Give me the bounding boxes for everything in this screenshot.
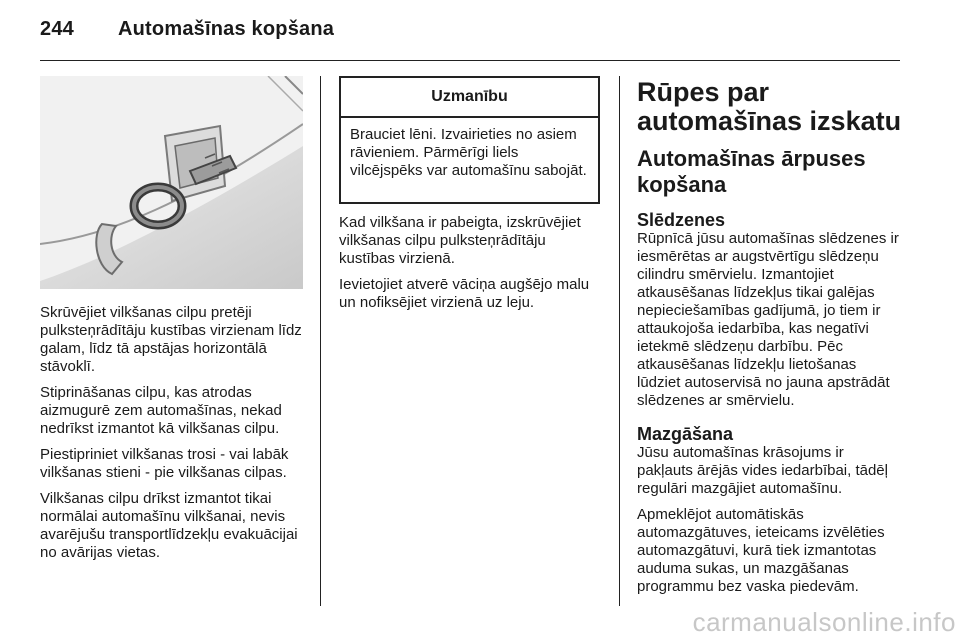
paragraph: Piestipriniet vilkšanas trosi - vai labāk vilkšanas stieni - pie vilkšanas cilpas. [40, 446, 289, 481]
paragraph: Stiprināšanas cilpu, kas atrodas aizmugurē zem automašīnas, nekad nedrīkst izmantot kā vilkšanas cilpu. [40, 384, 282, 437]
column-divider [619, 76, 620, 606]
right-column [637, 78, 903, 604]
column-divider [320, 76, 321, 606]
paragraph: Jūsu automašīnas krāsojums ir pakļauts ārējās vides iedarbībai, tādēļ regulāri mazgājiet automašīnu. [637, 444, 888, 497]
caution-title: Uzmanību [341, 78, 598, 118]
paragraph: Vilkšanas cilpu drīkst izmantot tikai normālai automašīnu vilkšanai, nevis avarējušu transportlīdzekļu evakuācijai no avārijas vietas. [40, 490, 298, 561]
washing-heading: Mazgāšana [637, 424, 734, 444]
paragraph: Skrūvējiet vilkšanas cilpu pretēji pulksteņrādītāju kustības virzienam līdz galam, līdz tā apstājas horizontālā stāvoklī. [40, 304, 302, 375]
tow-eye-illustration [40, 76, 303, 289]
left-column [40, 304, 308, 570]
header-rule [40, 60, 900, 61]
page-title: Automašīnas kopšana [118, 18, 335, 40]
section-heading: Rūpes par automašīnas izskatu [637, 77, 902, 136]
watermark: carmanualsonline.info [692, 607, 956, 637]
paragraph: Rūpnīcā jūsu automašīnas slēdzenes ir iesmērētas ar augstvērtīgu slēdzeņu cilindru smērvielu. Izmantojiet atkausēšanas līdzekļus tikai galējas nepieciešamības gadījumā, jo tiem ir attaukojoša iedarbība, kas negatīvi ietekmē slēdzeņu darbību. Pēc atkausēšanas līdzekļu lietošanas lūdziet autoservisā no jauna apstrādāt slēdzenes ar smērvielu. [637, 230, 899, 409]
paragraph: Kad vilkšana ir pabeigta, izskrūvējiet vilkšanas cilpu pulksteņrādītāju kustības virzienā. [339, 214, 581, 267]
page-header [40, 18, 334, 41]
locks-heading: Slēdzenes [637, 210, 726, 230]
subsection-heading: Automašīnas ārpuses kopšana [637, 146, 866, 197]
middle-column [339, 214, 604, 320]
caution-text: Brauciet lēni. Izvairieties no asiem rāvieniem. Pārmērīgi liels vilcējspēks var automašīnu sabojāt. [350, 126, 587, 179]
caution-box [339, 76, 600, 204]
page-number: 244 [40, 18, 74, 40]
paragraph: Apmeklējot automātiskās automazgātuves, ieteicams izvēlēties automazgātuvi, kurā tiek izmantotas auduma sukas, un mazgāšanas programmu bez vaska piedevām. [637, 506, 885, 595]
paragraph: Ievietojiet atverē vāciņa augšējo malu un nofiksējiet virzienā uz leju. [339, 276, 590, 311]
